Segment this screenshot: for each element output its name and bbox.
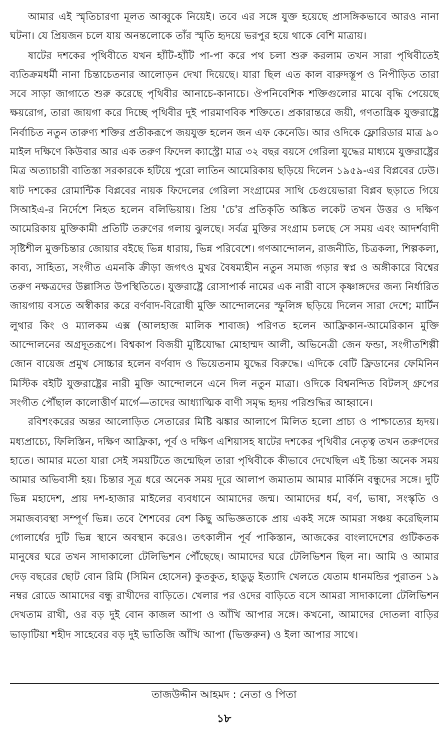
page-number: ১৮ — [216, 712, 232, 725]
footer-divider — [10, 683, 439, 684]
paragraph-ravi-shankar: রবিশংকরের অন্তর আলোড়িত সেতারের মিষ্টি ঝঙ্কার আলাপে মিলিত হলো প্রাচ্য ও পাশ্চাত্যের হৃদয়। মধ্যপ্রাচ্যে, ফিলিস্তিন, দক্ষিণ আফ্রিকা, পূর্ব ও দক্ষিণ এশিয়াসহ ষাটের দশকের পৃথিবীর নেতৃত্ব তখন তরুণদের হাতে। আমার মতো যারা সেই সময়টিতে জন্মেছিল তারা পৃথিবীকে কীভাবে দেখেছিল এই চিন্তা অনেক সময় আমার অভিবাসী হয়। চিন্তার সূত্র ধরে অনেক সময় দূরে আলাপ জমাতাম আমার মার্কিনি বন্ধুদের সঙ্গে। দুটি ভিন্ন মহাদেশ, প্রায় দশ-হাজার মাইলের ব্যবধানে আমাদের জন্ম। আমাদের ধর্ম, বর্ণ, ভাষা, সংস্কৃতি ও সমাজব্যবস্থা সম্পূর্ণ ভিন্ন। তবে শৈশবের বেশ কিছু অভিজ্ঞতাকে প্রায় একই সঙ্গে আমরা সঞ্চয় করেছিলাম গোলার্ধের দুটি ভিন্ন স্থানে অবস্থান করেও। তৎকালীন পূর্ব পাকিস্তান, আজকের বাংলাদেশের গুটিকতক মানুষের ঘরে তখন সাদাকালো টেলিভিশন পৌঁছেছে। আমাদের ঘরে টেলিভিশন ছিল না। আমি ও আমার দেড় বছরের ছোট বোন রিমি (সিমিন হোসেন) কুতকুত, হাডুডু ইত্যাদি খেলতে যেতাম ধানমন্ডির পুরাতন ১৯ নম্বর রোডে আমাদের বন্ধু রাখীদের বাড়িতে। খেলার পর ওদের বাড়িতে বসে আমরা সাদাকালো টেলিভিশন দেখতাম রাখী, ওর বড় দুই বোন কাজল আপা ও আঁখি আপার সঙ্গে। কখনো, আমাদের দোতলা বাড়ির ভাড়াটিয়া শহীদ সাহেবের বড় দুই ভাতিজি আঁখি আপা (ভিক্তরুন) ও ইলা আপার সাথে। — [10, 417, 439, 641]
body-text — [10, 8, 439, 645]
paragraph-intro: আমার এই স্মৃতিচারণা মূলত আব্বুকে নিয়েই। তবে এর সঙ্গে যুক্ত হয়েছে প্রাসঙ্গিকভাবে আরও নানা ঘটনা। যে প্রিয়জন চলে যায় অনন্তলোকে তাঁর স্মৃতি হৃদয়ে ভরপুর হয়ে থাকে বেশি মাত্রায়। — [10, 12, 439, 43]
paragraph-sixties: ষাটের দশকের পৃথিবীতে যখন হাঁটি-হাঁটি পা-পা করে পথ চলা শুরু করলাম তখন সারা পৃথিবীতেই ব্যতিক্রমধর্মী নানা চিন্তাচেতনার আলোড়ন দেখা দিয়েছে। যারা ছিল এত কাল বারুদস্তূপ ও নিপীড়িত তারা সবে সাড়া জাগাতে শুরু করেছে পৃথিবীর আনাচে-কানাচে। ঔপনিবেশিক শক্তিগুলোর মাঝে বৃদ্ধি পেয়েছে ক্ষয়রোগ, তারা জায়গা করে দিচ্ছে পৃথিবীর দুই পারমাণবিক শক্তিতে। প্রকারান্তরে জয়ী, গণতান্ত্রিক যুক্তরাষ্ট্রে নির্বাচিত নতুন তারুণ্য শক্তির প্রতীকরূপে জয়যুক্ত হলেন জন এফ কেনেডি। আর ওদিকে ফ্লোরিডার মাত্র ৯০ মাইল দক্ষিণে কিউবার আর এক তরুণ ফিদেল ক্যাস্ট্রো মাত্র ৩২ বছর বয়সে গেরিলা যুদ্ধের মাধ্যমে যুক্তরাষ্ট্রের মিত্র অত্যাচারী বাতিস্তা সরকারকে হটিয়ে পুরো লাতিন আমেরিকায় ছড়িয়ে দিলেন ১৯৫৯-এর বিপ্লবের ঢেউ। ষাট দশকের রোমান্টিক বিপ্লবের নায়ক ফিদেলের গেরিলা সংগ্রামের সাথি চেগুয়েভারা বিপ্লব ছড়াতে গিয়ে সিআইএ-র নির্দেশে নিহত হলেন বলিভিয়ায়। প্রিয় 'চে'র প্রতিকৃতি অঙ্কিত লকেট তখন উত্তর ও দক্ষিণ আমেরিকায় মুক্তিকামী প্রতিটি তরুণের গলায় ঝুলছে। সর্বত্র মুক্তির সংগ্রাম চলছে সে সময় এবং আদর্শবাদী সৃষ্টিশীল মুক্তচিন্তার জোয়ার বইছে ভিন্ন ধারায়, ভিন্ন পরিবেশে। গণআন্দোলন, রাজনীতি, চিত্রকলা, শিল্পকলা, কাব্য, সাহিত্য, সংগীত এমনকি ক্রীড়া জগৎও মুখর বৈষম্যহীন নতুন সমাজ গড়ার স্বপ্ন ও অঙ্গীকারে বিশ্বের তরুণ নক্ষত্রদের উল্লাসিত উপস্থিতিতে। যুক্তরাষ্ট্রে রোসাপার্ক নামের এক নারী বাসে কৃষ্ণাঙ্গদের জন্য নির্ধারিত জায়গায় বসতে অস্বীকার করে বর্ণবাদ-বিরোধী মুক্তি আন্দোলনের স্ফুলিঙ্গ ছড়িয়ে দিলেন সারা দেশে; মার্টিন লুথার কিং ও ম্যালকম এক্স (আলহাজ মালিক শাবাজ) পরিণত হলেন আফ্রিকান-আমেরিকান মুক্তি আন্দোলনের অগ্রদূতরূপে। বিশ্বকাপ বিজয়ী মুষ্টিযোদ্ধা মোহাম্মদ আলী, অভিনেত্রী জেন ফন্ডা, সংগীতশিল্পী জোন বায়েজ প্রমুখ সোচ্চার হলেন বর্ণবাদ ও ভিয়েতনাম যুদ্ধের বিরুদ্ধে। এদিকে বেটি ফ্রিডানের ফেমিনিন মিস্টিক বইটি যুক্তরাষ্ট্রের নারী মুক্তি আন্দোলনে এনে দিল নতুন মাত্রা। ওদিকে বিশ্বনন্দিত বিটলস্ গ্রুপের সংগীত পৌঁছাল কালোত্তীর্ণ মার্গে—তাদের আধ্যাত্মিক বাণী সমৃদ্ধ হৃদয় পরিশুদ্ধির আহ্বানে। — [10, 50, 439, 409]
running-title: তাজউদ্দীন আহমদ : নেতা ও পিতা — [151, 689, 297, 701]
